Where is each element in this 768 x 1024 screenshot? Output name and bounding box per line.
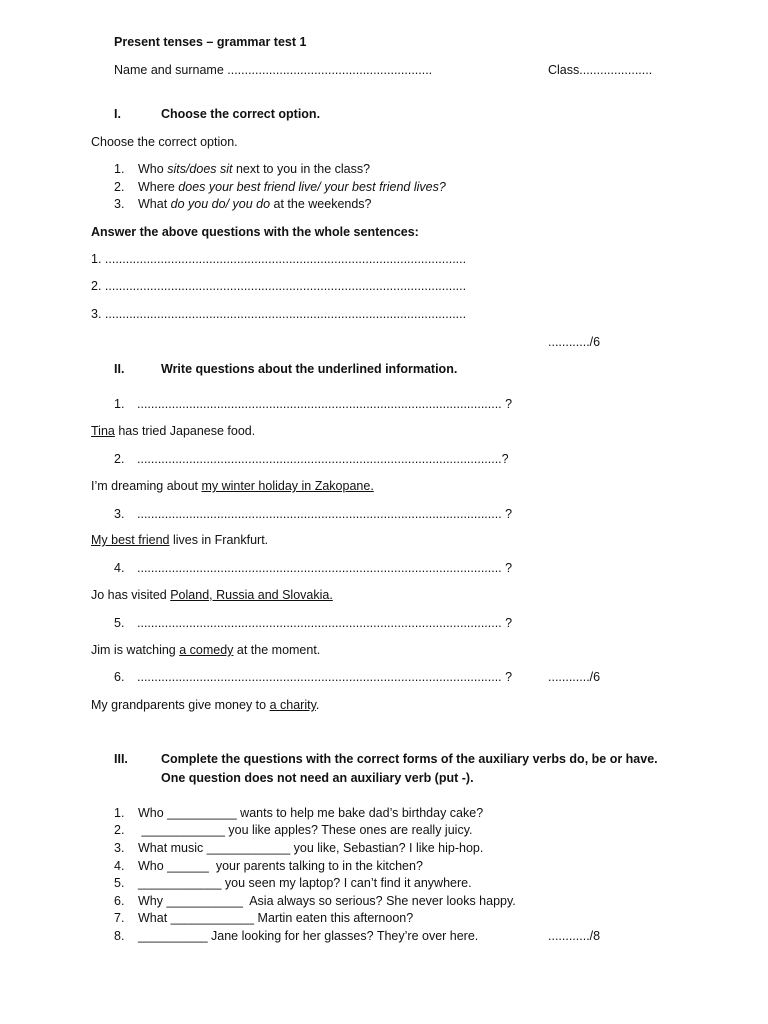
gap-fill-item[interactable]: ____________ you seen my laptop? I can’t find it anywhere. [138,876,472,890]
score-box: ............/6 [548,670,601,684]
list-item-number: 1. [114,806,125,820]
section-2-heading: Write questions about the underlined information. [161,362,458,376]
list-item-number: 5. [114,616,125,630]
list-item-number: 3. [114,197,125,211]
list-item-number: 5. [114,876,125,890]
answer-line[interactable]: 2. ........................................................................................................ [91,279,467,293]
section-2-numeral: II. [114,362,125,376]
prompt-sentence: My grandparents give money to a charity. [91,698,320,712]
question-line[interactable]: ......................................................................................................... ? [137,561,513,575]
list-item-number: 3. [114,841,125,855]
prompt-sentence: Jo has visited Poland, Russia and Slovakia. [91,588,333,602]
list-item-number: 2. [114,180,125,194]
list-item: Where does your best friend live/ your best friend lives? [138,180,446,194]
score-box: ............/8 [548,929,601,943]
answer-line[interactable]: 1. ........................................................................................................ [91,252,467,266]
section-1-instruction: Choose the correct option. [91,135,238,149]
gap-fill-item[interactable]: Who ______ your parents talking to in the kitchen? [138,859,423,873]
list-item: What do you do/ you do at the weekends? [138,197,372,211]
list-item-number: 1. [114,397,125,411]
question-line[interactable]: ......................................................................................................... ? [137,616,513,630]
list-item-number: 1. [114,162,125,176]
list-item-number: 7. [114,911,125,925]
prompt-sentence: Tina has tried Japanese food. [91,424,256,438]
section-1-heading: Choose the correct option. [161,107,321,121]
question-line[interactable]: ......................................................................................................... ? [137,670,513,684]
question-line[interactable]: ......................................................................................................... ? [137,507,513,521]
class-field[interactable]: Class..................... [548,63,653,77]
section-3-numeral: III. [114,752,128,766]
answer-line[interactable]: 3. ........................................................................................................ [91,307,467,321]
question-line[interactable]: .........................................................................................................? [137,452,509,466]
list-item-number: 4. [114,561,125,575]
list-item-number: 6. [114,894,125,908]
list-item-number: 3. [114,507,125,521]
prompt-sentence: My best friend lives in Frankfurt. [91,533,269,547]
gap-fill-item[interactable]: What music ____________ you like, Sebastian? I like hip-hop. [138,841,484,855]
list-item-number: 2. [114,452,125,466]
gap-fill-item[interactable]: Why ___________ Asia always so serious? She never looks happy. [138,894,516,908]
section-3-heading: Complete the questions with the correct forms of the auxiliary verbs do, be or have. [161,752,658,766]
question-line[interactable]: ......................................................................................................... ? [137,397,513,411]
prompt-sentence: I’m dreaming about my winter holiday in Zakopane. [91,479,374,493]
gap-fill-item[interactable]: What ____________ Martin eaten this afternoon? [138,911,414,925]
name-field[interactable]: Name and surname ........................................................... [114,63,433,77]
section-1-numeral: I. [114,107,121,121]
list-item-number: 6. [114,670,125,684]
score-box: ............/6 [548,335,601,349]
prompt-sentence: Jim is watching a comedy at the moment. [91,643,321,657]
gap-fill-item[interactable]: __________ Jane looking for her glasses? They’re over here. [138,929,479,943]
page-title: Present tenses – grammar test 1 [114,35,307,49]
gap-fill-item[interactable]: ____________ you like apples? These ones are really juicy. [138,823,473,837]
gap-fill-item[interactable]: Who __________ wants to help me bake dad’s birthday cake? [138,806,484,820]
section-3-subheading: One question does not need an auxiliary verb (put -). [161,771,474,785]
answer-heading: Answer the above questions with the whole sentences: [91,225,419,239]
list-item: Who sits/does sit next to you in the class? [138,162,371,176]
list-item-number: 8. [114,929,125,943]
list-item-number: 4. [114,859,125,873]
list-item-number: 2. [114,823,125,837]
